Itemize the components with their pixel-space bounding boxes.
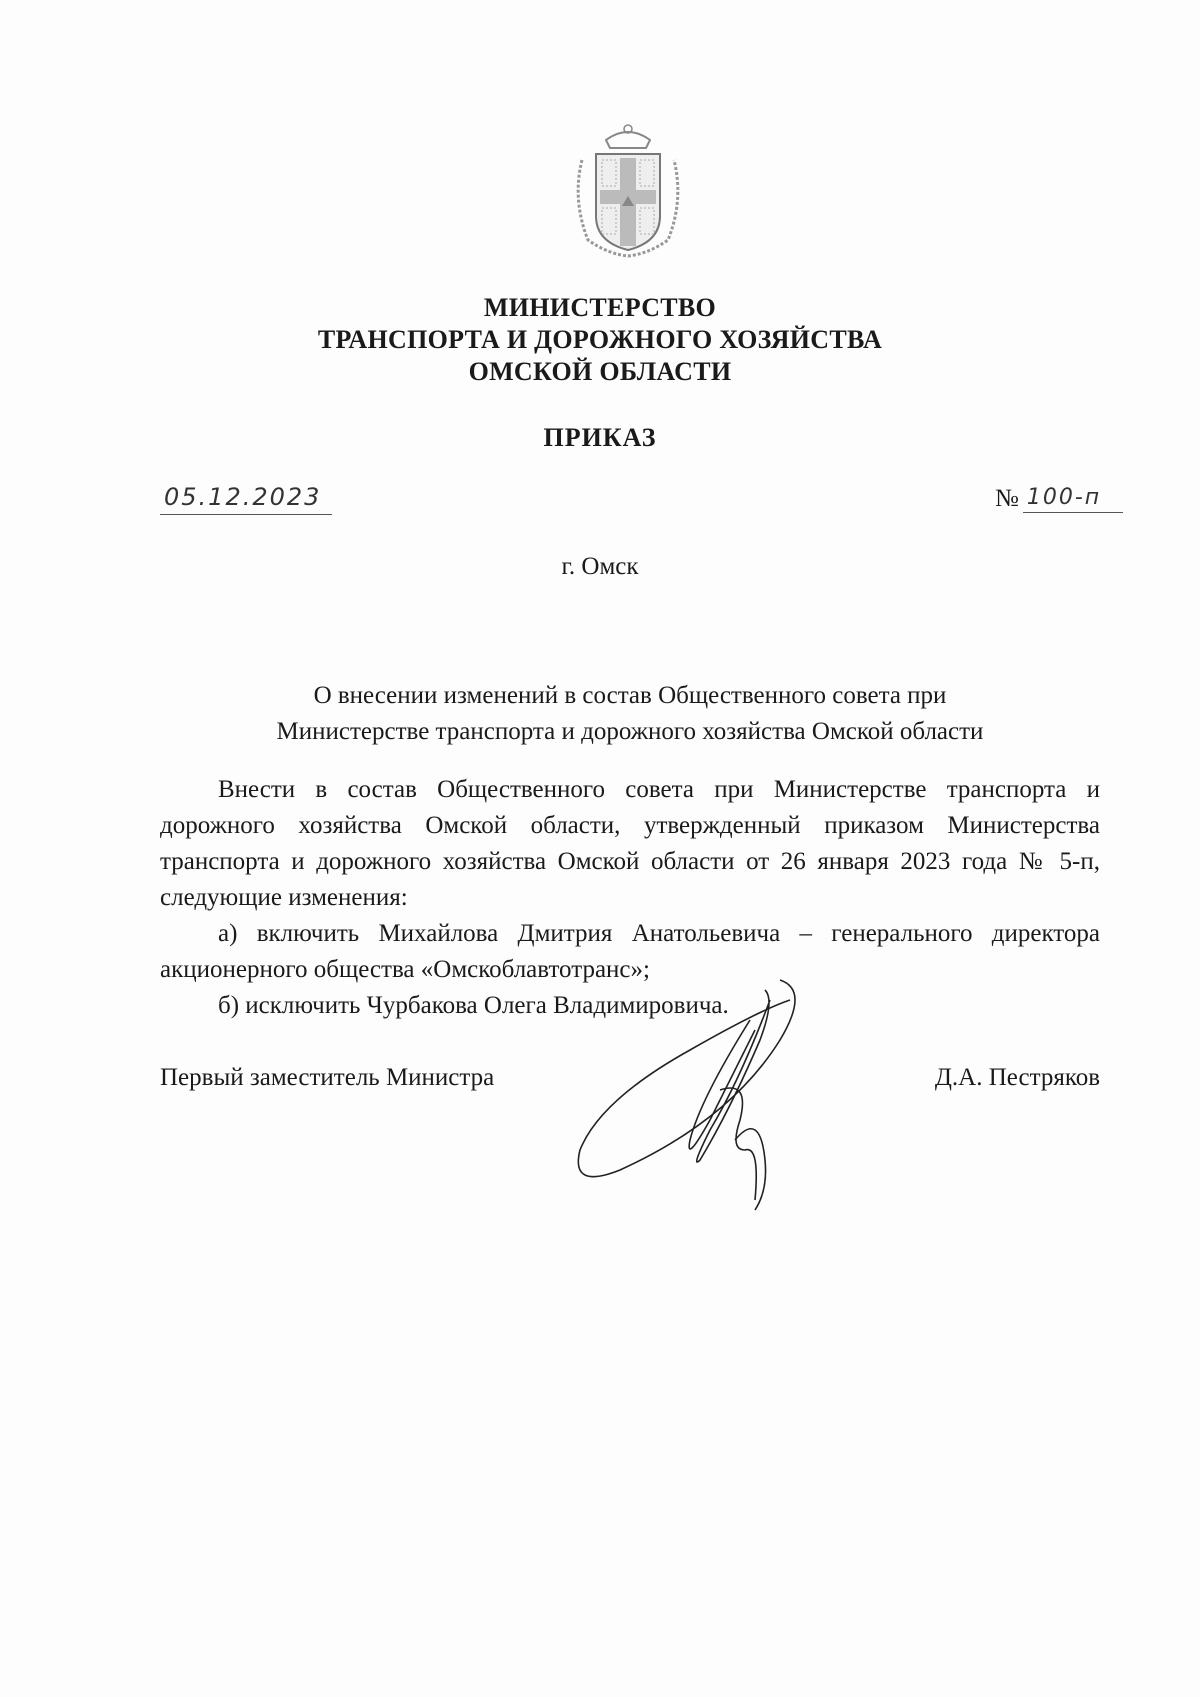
header-line-3: ОМСКОЙ ОБЛАСТИ: [468, 357, 732, 386]
document-type: ПРИКАЗ: [543, 423, 657, 452]
number-value: 100-п: [1026, 485, 1102, 510]
signatory-name: Д.А. Пестряков: [934, 1064, 1100, 1091]
ministry-header: [0, 292, 1200, 388]
document-subject: [160, 678, 1100, 750]
date-value: 05.12.2023: [164, 483, 322, 511]
number-field: [1023, 482, 1123, 513]
number-label: №: [995, 485, 1019, 512]
body-item-a: а) включить Михайлова Дмитрия Анатольевича – генерального директора акционерного общества «Омскоблавтотранс»;: [160, 920, 1100, 983]
subject-line-2: Министерстве транспорта и дорожного хозяйства Омской области: [276, 718, 984, 745]
header-line-2: ТРАНСПОРТА И ДОРОЖНОГО ХОЗЯЙСТВА: [317, 325, 883, 354]
signatory-position: Первый заместитель Министра: [160, 1064, 495, 1091]
coat-of-arms-icon: [568, 120, 688, 258]
subject-line-1: О внесении изменений в состав Общественного совета при: [313, 682, 947, 709]
city: г. Омск: [561, 553, 639, 580]
body-paragraph-1: Внести в состав Общественного совета при Министерстве транспорта и дорожного хозяйства Омской области, утвержденный приказом Министерства транспорта и дорожного хозяйства Омской области от 26 января 2023 года № 5-п, следующие изменения:: [160, 776, 1100, 911]
body-item-b: б) исключить Чурбакова Олега Владимировича.: [218, 992, 729, 1019]
handwritten-signature: [560, 960, 860, 1260]
document-number: [995, 482, 1123, 516]
header-line-1: МИНИСТЕРСТВО: [483, 293, 717, 322]
date-field: [160, 480, 332, 515]
